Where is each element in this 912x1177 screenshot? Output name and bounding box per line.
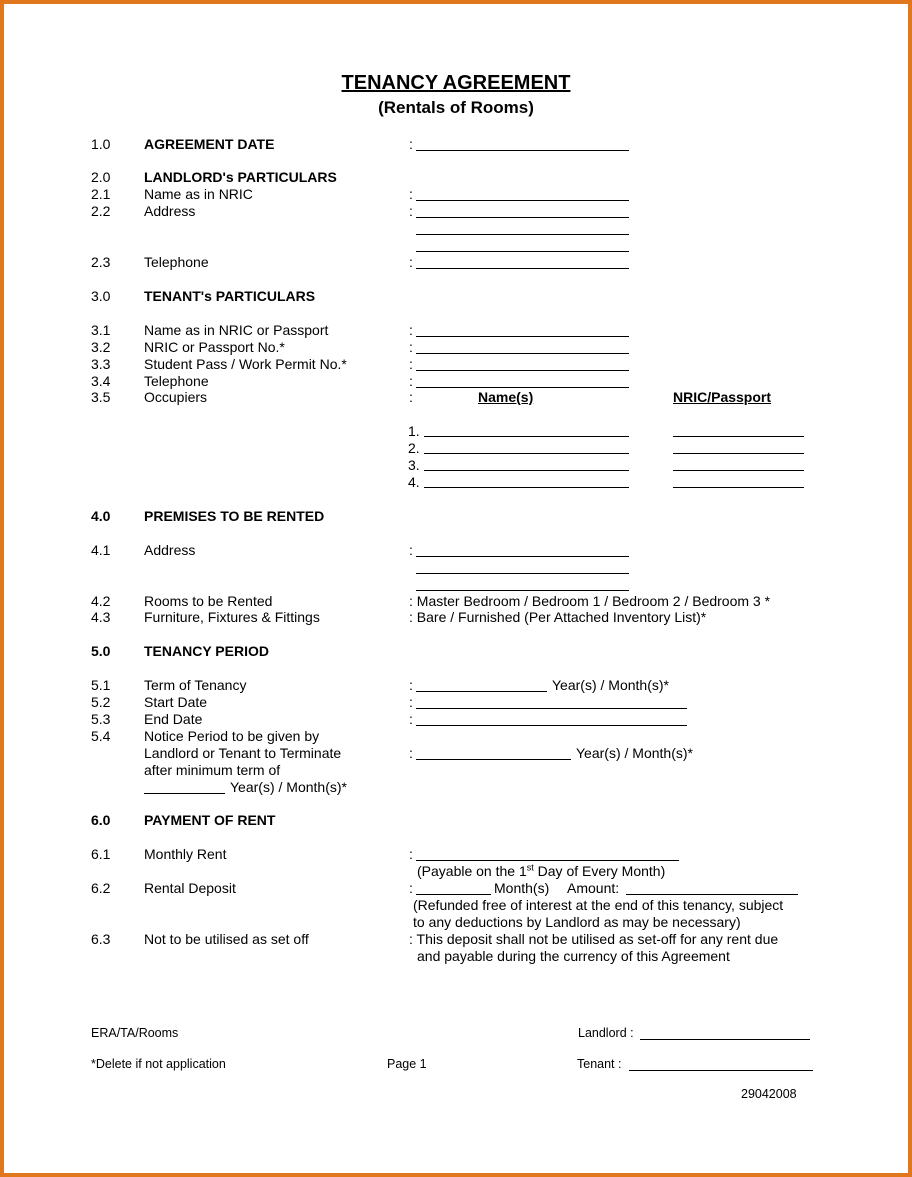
occupier-name-blank[interactable]: [424, 487, 629, 488]
item-label: Address: [144, 203, 196, 219]
landlord-address-blank[interactable]: [416, 234, 629, 235]
item-number: 2.3: [91, 254, 111, 270]
item-label: Monthly Rent: [144, 846, 227, 862]
colon: :: [409, 203, 413, 219]
document-title: TENANCY AGREEMENT: [341, 72, 571, 94]
item-number: 2.1: [91, 186, 111, 202]
deposit-note: (Refunded free of interest at the end of this tenancy, subject: [413, 897, 784, 913]
deposit-months-blank[interactable]: [416, 894, 491, 895]
item-label: after minimum term of: [144, 762, 281, 778]
colon: :: [409, 880, 413, 896]
furniture-options: : Bare / Furnished (Per Attached Inventory List)*: [409, 609, 707, 625]
minimum-term-blank[interactable]: [144, 793, 225, 794]
deposit-amount-blank[interactable]: [626, 894, 798, 895]
tenant-signature-blank[interactable]: [629, 1070, 813, 1071]
item-label: Student Pass / Work Permit No.*: [144, 356, 347, 372]
occupier-row-number: 3.: [408, 457, 420, 473]
monthly-rent-note: (Payable on the 1st Day of Every Month): [417, 862, 666, 879]
section-number: 3.0: [91, 288, 111, 304]
section-number: 4.0: [91, 508, 111, 524]
item-label: Start Date: [144, 694, 208, 710]
colon: :: [409, 542, 413, 558]
section-number: 6.0: [91, 812, 111, 828]
item-label: Rooms to be Rented: [144, 593, 273, 609]
item-label: Term of Tenancy: [144, 677, 247, 693]
colon: :: [409, 136, 413, 152]
colon: :: [409, 745, 413, 761]
minimum-term-unit: Year(s) / Month(s)*: [230, 779, 347, 795]
item-label: Furniture, Fixtures & Fittings: [144, 609, 320, 625]
colon: :: [409, 677, 413, 693]
item-label: Occupiers: [144, 389, 208, 405]
occupier-name-blank[interactable]: [424, 436, 629, 437]
item-label: Not to be utilised as set off: [144, 931, 309, 947]
deposit-amount-label: Amount:: [567, 880, 620, 896]
item-number: 3.2: [91, 339, 111, 355]
premises-address-blank[interactable]: [416, 590, 629, 591]
colon: :: [409, 322, 413, 338]
notice-period-unit: Year(s) / Month(s)*: [576, 745, 693, 761]
item-label: End Date: [144, 711, 203, 727]
item-number: 5.4: [91, 728, 111, 744]
set-off-text: and payable during the currency of this Agreement: [417, 948, 730, 964]
item-number: 4.2: [91, 593, 111, 609]
item-label: Notice Period to be given by: [144, 728, 320, 744]
landlord-address-blank[interactable]: [416, 251, 629, 252]
item-number: 2.2: [91, 203, 111, 219]
item-label: Landlord or Tenant to Terminate: [144, 745, 342, 761]
premises-address-blank[interactable]: [416, 556, 629, 557]
item-number: 3.3: [91, 356, 111, 372]
occupier-nric-blank[interactable]: [673, 453, 804, 454]
section-number: 2.0: [91, 169, 111, 185]
tenant-signature-label: Tenant :: [577, 1057, 622, 1071]
colon: :: [409, 356, 413, 372]
colon: :: [409, 373, 413, 389]
document-code: 29042008: [741, 1087, 797, 1101]
occupier-nric-blank[interactable]: [673, 470, 804, 471]
item-label: Name as in NRIC: [144, 186, 253, 202]
item-number: 6.2: [91, 880, 111, 896]
landlord-name-blank[interactable]: [416, 200, 629, 201]
item-number: 5.1: [91, 677, 111, 693]
page-number: Page 1: [387, 1057, 427, 1071]
colon: :: [409, 254, 413, 270]
item-label: NRIC or Passport No.*: [144, 339, 285, 355]
tenant-nric-blank[interactable]: [416, 353, 629, 354]
premises-address-blank[interactable]: [416, 573, 629, 574]
item-label: Rental Deposit: [144, 880, 236, 896]
term-unit: Year(s) / Month(s)*: [552, 677, 669, 693]
landlord-signature-label: Landlord :: [578, 1026, 634, 1040]
section-number: 1.0: [91, 136, 111, 152]
item-number: 4.1: [91, 542, 111, 558]
agreement-date-blank[interactable]: [416, 150, 629, 151]
colon: :: [409, 186, 413, 202]
section-heading-agreement-date: AGREEMENT DATE: [144, 136, 275, 152]
landlord-address-blank[interactable]: [416, 217, 629, 218]
item-label: Name as in NRIC or Passport: [144, 322, 329, 338]
occupier-name-blank[interactable]: [424, 470, 629, 471]
occupiers-names-header: Name(s): [478, 389, 534, 405]
item-label: Address: [144, 542, 196, 558]
set-off-text: : This deposit shall not be utilised as set-off for any rent due: [409, 931, 779, 947]
occupier-row-number: 4.: [408, 474, 420, 490]
section-heading-premises: PREMISES TO BE RENTED: [144, 508, 325, 524]
deposit-note: to any deductions by Landlord as may be necessary): [413, 914, 741, 930]
colon: :: [409, 694, 413, 710]
rooms-options: : Master Bedroom / Bedroom 1 / Bedroom 2 / Bedroom 3 *: [409, 593, 771, 609]
colon: :: [409, 339, 413, 355]
colon: :: [409, 711, 413, 727]
tenant-name-blank[interactable]: [416, 336, 629, 337]
tenant-telephone-blank[interactable]: [416, 387, 629, 388]
item-number: 5.3: [91, 711, 111, 727]
item-number: 3.1: [91, 322, 111, 338]
section-heading-payment: PAYMENT OF RENT: [144, 812, 276, 828]
occupiers-nric-header: NRIC/Passport: [673, 389, 772, 405]
colon: :: [409, 389, 413, 405]
item-number: 3.4: [91, 373, 111, 389]
section-heading-landlord: LANDLORD's PARTICULARS: [144, 169, 337, 185]
colon: :: [409, 846, 413, 862]
occupier-row-number: 2.: [408, 440, 420, 456]
landlord-signature-blank[interactable]: [640, 1039, 810, 1040]
item-number: 3.5: [91, 389, 111, 405]
section-number: 5.0: [91, 643, 111, 659]
item-number: 4.3: [91, 609, 111, 625]
footer-note: *Delete if not application: [91, 1057, 226, 1071]
occupier-nric-blank[interactable]: [673, 487, 804, 488]
landlord-telephone-blank[interactable]: [416, 268, 629, 269]
item-label: Telephone: [144, 254, 209, 270]
document-subtitle: (Rentals of Rooms): [378, 98, 534, 117]
item-label: Telephone: [144, 373, 209, 389]
occupier-row-number: 1.: [408, 423, 420, 439]
notice-period-blank[interactable]: [416, 759, 571, 760]
section-heading-tenant: TENANT's PARTICULARS: [144, 288, 316, 304]
end-date-blank[interactable]: [416, 725, 687, 726]
item-number: 6.1: [91, 846, 111, 862]
item-number: 6.3: [91, 931, 111, 947]
deposit-months-label: Month(s): [494, 880, 550, 896]
footer-reference: ERA/TA/Rooms: [91, 1026, 179, 1040]
occupier-name-blank[interactable]: [424, 453, 629, 454]
occupier-nric-blank[interactable]: [673, 436, 804, 437]
section-heading-tenancy-period: TENANCY PERIOD: [144, 643, 269, 659]
tenant-pass-blank[interactable]: [416, 370, 629, 371]
start-date-blank[interactable]: [416, 708, 687, 709]
item-number: 5.2: [91, 694, 111, 710]
monthly-rent-blank[interactable]: [416, 860, 679, 861]
term-blank[interactable]: [416, 691, 547, 692]
